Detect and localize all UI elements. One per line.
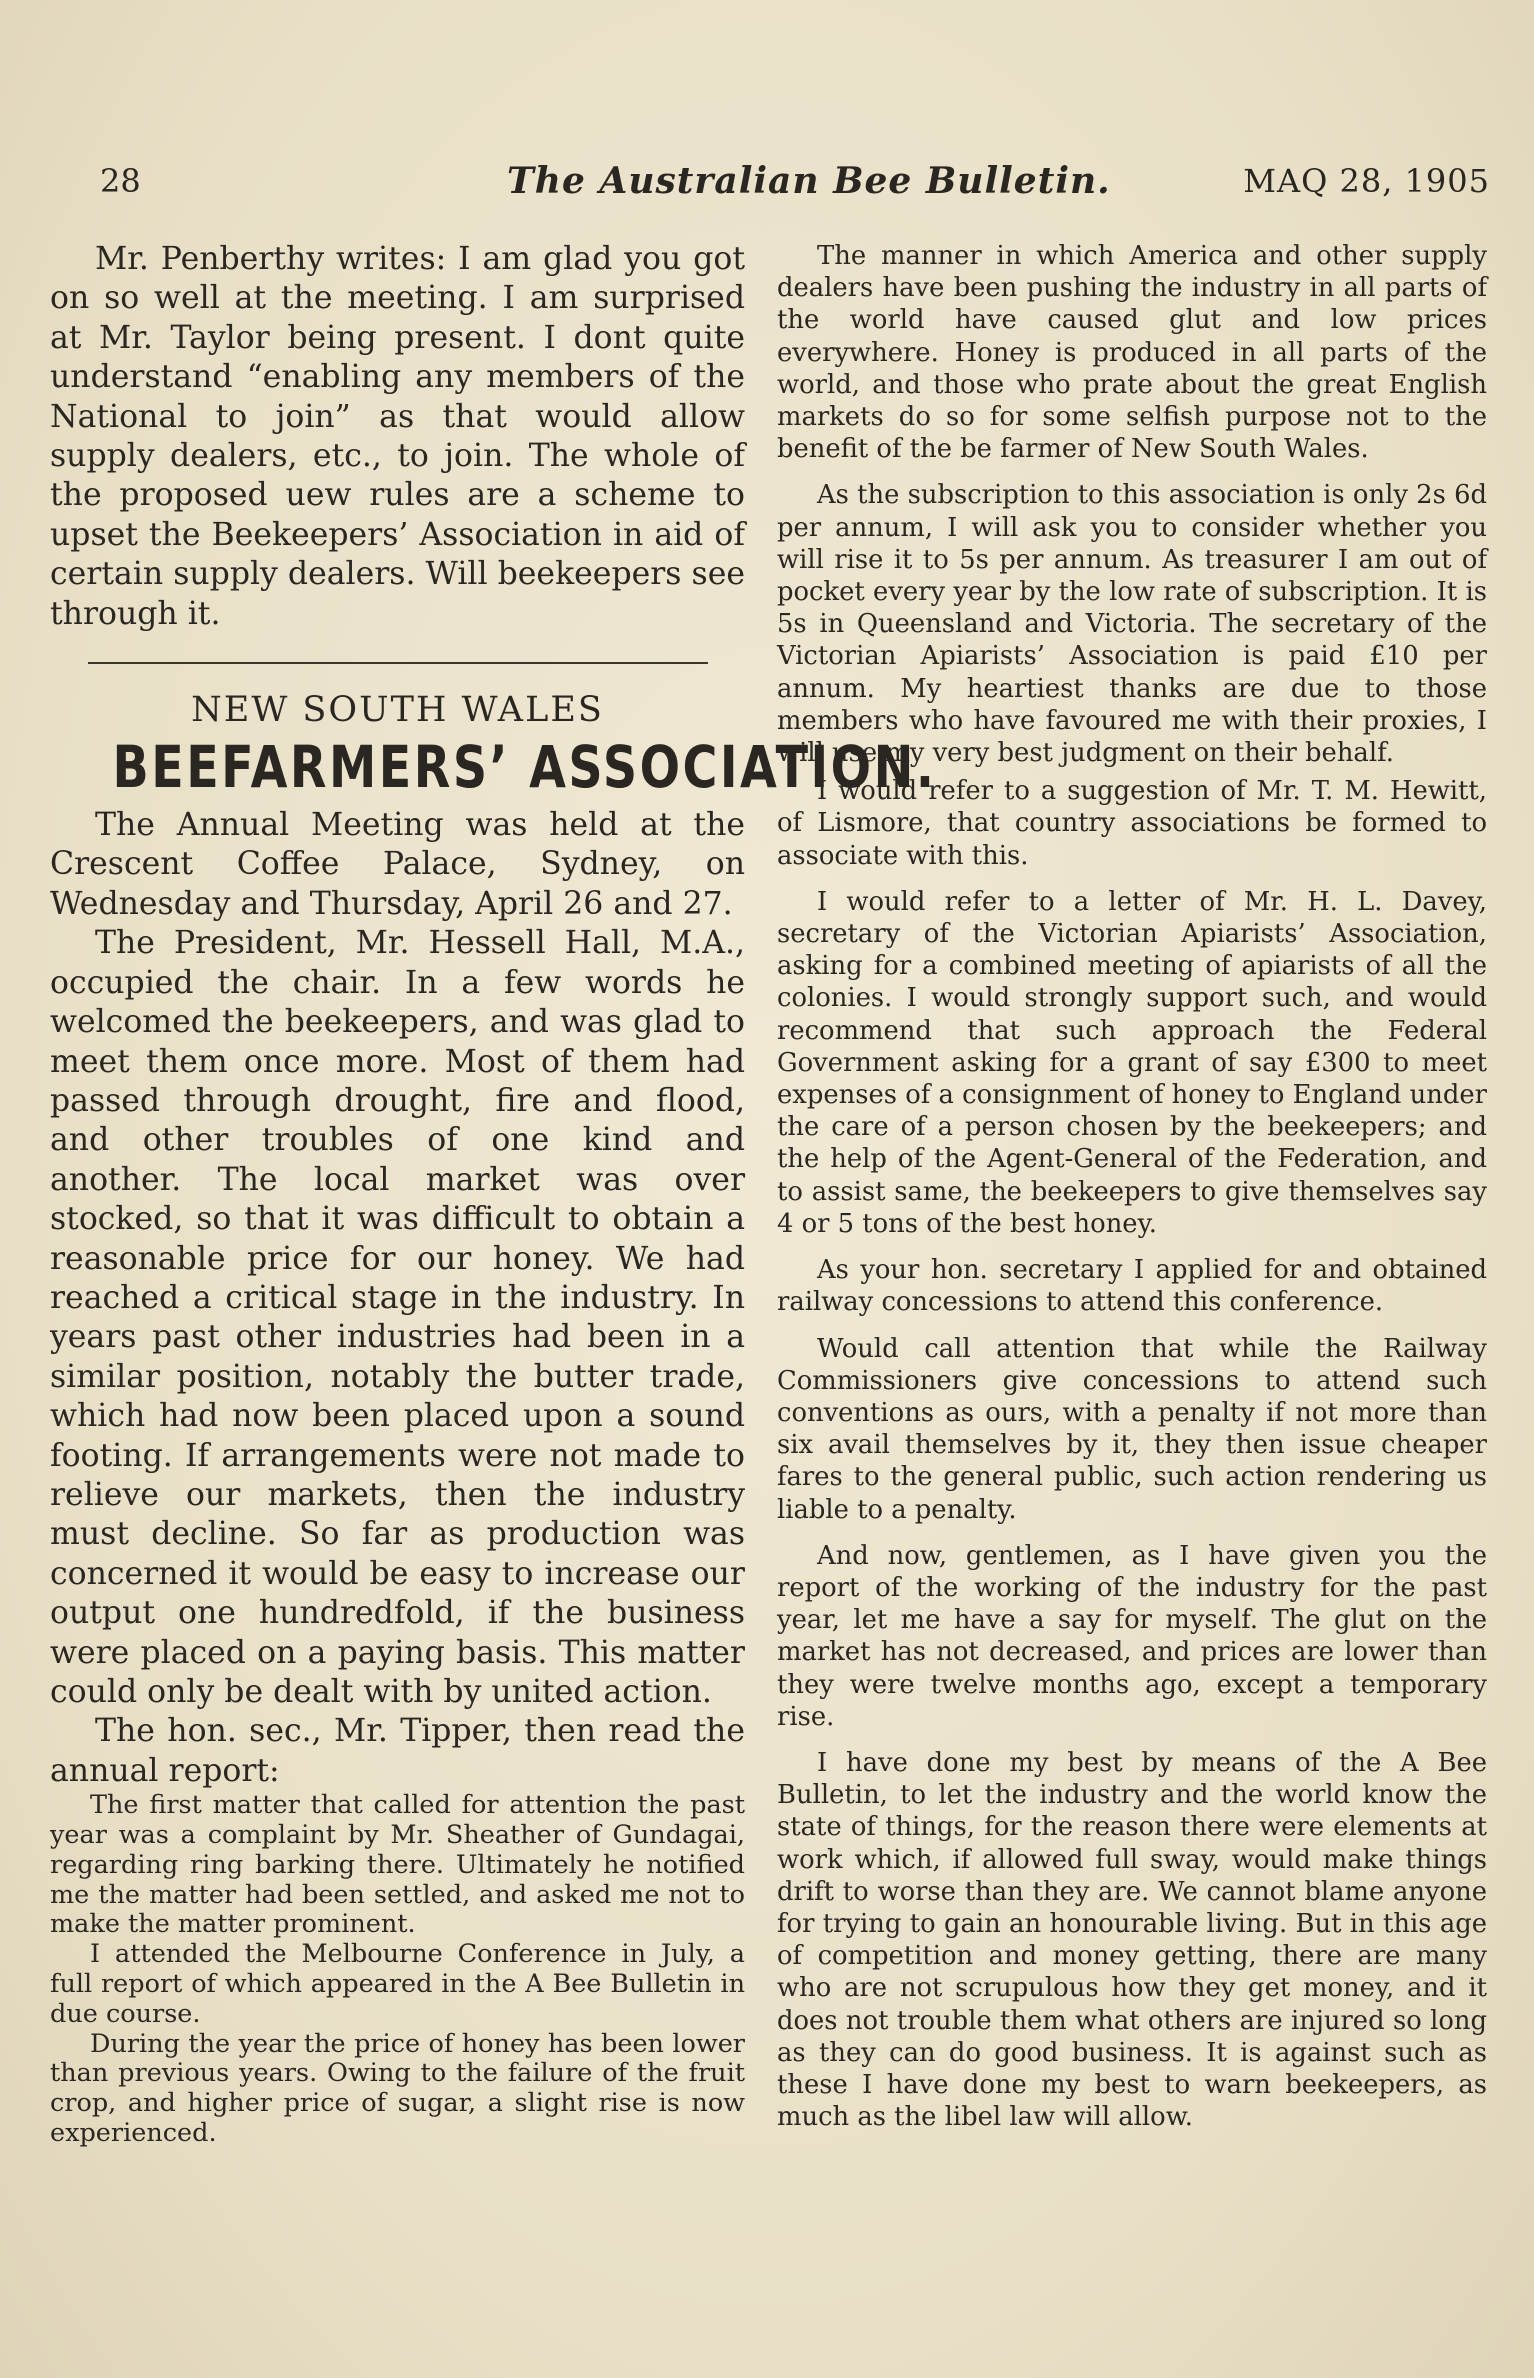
right-column — [777, 240, 1487, 2147]
section-heading-state: NEW SOUTH WALES — [191, 690, 604, 731]
section-divider — [88, 662, 708, 664]
page-header — [95, 162, 1490, 212]
page-number: 28 — [100, 162, 141, 200]
report-paragraph: The first matter that called for attention the past year was a complaint by Mr. Sheather of Gundagai, regarding ring barking there. Ultimately he notified me the matter had been settled, and asked me not to make the matter prominent. — [50, 1790, 745, 1940]
report-paragraph: Would call attention that while the Railway Commissioners give concessions to attend such conventions as ours, with a penalty if not more than six avail themselves by it, they then issue cheaper fares to the general public, such action rendering us liable to a penalty. — [777, 1333, 1487, 1525]
report-paragraph: And now, gentlemen, as I have given you the report of the working of the industry for the past year, let me have a say for myself. The glut on the market has not decreased, and prices are lower than they were twelve months ago, except a temporary rise. — [777, 1540, 1487, 1732]
article-paragraph: The hon. sec., Mr. Tipper, then read the annual report: — [50, 1713, 745, 1789]
article-paragraph: The President, Mr. Hessell Hall, M.A., occupied the chair. In a few words he welcomed the beekeepers, and was glad to meet them once more. Most of them had passed through drought, fire and flood, and other troubles of one kind and another. The local market was over stocked, so that it was difficult to obtain a reasonable price for our honey. We had reached a critical stage in the industry. In years past other industries had been in a similar position, notably the butter trade, which had now been placed upon a sound footing. If arrangements were not made to relieve our markets, then the industry must decline. So far as production was concerned it would be easy to increase our output one hundredfold, if the business were placed on a paying basis. This matter could only be dealt with by united action. — [50, 925, 745, 1710]
report-paragraph: I would refer to a letter of Mr. H. L. Davey, secretary of the Victorian Apiarists’ Association, asking for a combined meeting of apiarists of all the colonies. I would strongly support such, and would recommend that such approach the Federal Government asking for a grant of say £300 to meet expenses of a consignment of honey to England under the care of a person chosen by the beekeepers; and the help of the Agent-General of the Federation, and to assist same, the beekeepers to give themselves say 4 or 5 tons of the best honey. — [777, 886, 1487, 1239]
section-heading-association: BEEFARMERS’ ASSOCIATION. — [112, 733, 937, 802]
report-paragraph: During the year the price of honey has been lower than previous years. Owing to the failure of the fruit crop, and higher price of sugar, a slight rise is now experienced. — [50, 2028, 745, 2148]
running-title: The Australian Bee Bulletin. — [507, 160, 1111, 202]
report-paragraph: I would refer to a suggestion of Mr. T. M. Hewitt, of Lismore, that country associations be formed to associate with this. — [777, 776, 1487, 871]
report-paragraph: The manner in which America and other supply dealers have been pushing the industry in all parts of the world have caused glut and low prices everywhere. Honey is produced in all parts of the world, and those who prate about the great English markets do so for some selfish purpose not to the benefit of the be farmer of New South Wales. — [777, 241, 1487, 465]
article-paragraph: The Annual Meeting was held at the Crescent Coffee Palace, Sydney, on Wednesday and Thursday, April 26 and 27. — [50, 807, 745, 922]
penberthy-letter: Mr. Penberthy writes: I am glad you got on so well at the meeting. I am surprised at Mr. Taylor being present. I dont quite understand “enabling any members of the National to join” as that would allow supply dealers, etc., to join. The whole of the proposed uew rules are a scheme to upset the Beekeepers’ Association in aid of certain supply dealers. Will beekeepers see through it. — [50, 241, 745, 632]
issue-date: MAQ 28, 1905 — [1243, 162, 1490, 200]
report-paragraph: I have done my best by means of the A Bee Bulletin, to let the industry and the world know the state of things, for the reason there were elements at work which, if allowed full sway, would make things drift to worse than they are. We cannot blame anyone for trying to gain an honourable living. But in this age of competition and money getting, there are many who are not scrupulous how they get money, and it does not trouble them what others are injured so long as they can do good business. It is against such as these I have done my best to warn beekeepers, as much as the libel law will allow. — [777, 1747, 1487, 2133]
left-column — [50, 240, 937, 2149]
report-paragraph: As your hon. secretary I applied for and obtained railway concessions to attend this conference. — [777, 1255, 1487, 1318]
report-paragraph: I attended the Melbourne Conference in July, a full report of which appeared in the A Bee Bulletin in due course. — [50, 1939, 745, 2029]
report-paragraph: As the subscription to this association is only 2s 6d per annum, I will ask you to consider whether you will rise it to 5s per annum. As treasurer I am out of pocket every year by the low rate of subscription. It is 5s in Queensland and Victoria. The secretary of the Victorian Apiarists’ Association is paid £10 per annum. My heartiest thanks are due to those members who have favoured me with their proxies, I will use my very best judgment on their behalf. — [777, 480, 1487, 769]
